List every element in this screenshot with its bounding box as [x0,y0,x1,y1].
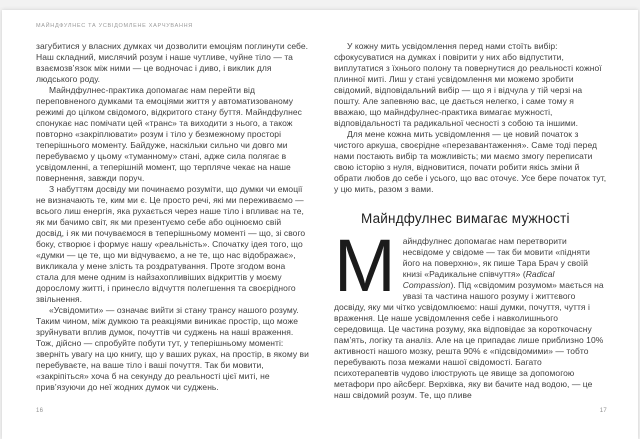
running-header: МАЙНДФУЛНЕС ТА УСВІДОМЛЕНЕ ХАРЧУВАННЯ [36,23,193,29]
book-spread [2,10,638,439]
paragraph: Для мене кожна мить усвідомлення — це новий початок з чистого аркуша, своєрідне «перезавантаження». Саме тоді перед нами постають вибір та можливість; ми маємо змогу переписати свою історію з нуля, відновитися, почати робити якісь зміни й обрати любов до себе і усього, що вас оточує. Усе бере початок тут, у цю мить, разом з вами. [334,129,607,194]
paragraph: У кожну мить усвідомлення перед нами стоїть вибір: сфокусуватися на думках і повірити у них або відпустити, виплутатися з їхнього полону та повернутися до реальності кожної плинної миті. Лиш у стані усвідомлення ми можемо зробити свідомий, відповідальний вибір — що я і відчула у тій черзі на пошту. Але запевняю вас, це дається нелегко, і саме тому я вважаю, що майндфулнес-практика вимагає мужності, відповідальності та радикальної чесності з собою та іншими. [334,41,602,128]
right-page-text-column [334,41,607,401]
left-page-text-column [36,41,309,393]
section-heading: Майндфулнес вимагає мужності [361,211,570,226]
dropcap-paragraph [334,224,607,401]
book-title-italic: Radical Compassion [402,269,555,290]
paragraph: З набуттям досвіду ми починаємо розуміти, що думки чи емоції не визначають те, ким ми є. Це просто речі, які ми переживаємо — всього лиш енергія, яка рухається через наше тіло і впливає на те, як ми бачимо світ, як ми презентуємо себе або оцінюємо свій досвід, і як ми почуваємося в теперішньому моменті — що, зі свого боку, створює і формує нашу «реальність». Спочатку ідея того, що «думки — це те, що ми відчуваємо, а не те, що нас відображає», викликала у мене злість та роздратування. Проте згодом вона стала для мене одним із найзахопливіших відкриттів у моєму дорослому житті, і принесло відчуття полегшення та своєрідного звільнення. [36,184,306,304]
page-number-left: 16 [36,408,44,414]
paragraph: «Усвідомити» — означає вийти зі стану трансу нашого розуму. Таким чином, між думкою та реакціями виникає простір, що може зруйнувати вплив думок, почуттів чи суджень на наші враження. Тож, дійсно — спробуйте побути тут, у теперішньому моменті: зверніть увагу на цю книгу, що у ваших руках, на простір, в якому ви перебуваєте, на ваше тіло і ваші почуття. Так би мовити, «закріпіться» хоча б на секунду до реальності цієї миті, не прив’язуючи до неї жодних думок чи суджень. [36,305,309,392]
paragraph: Майндфулнес-практика допомагає нам перейти від переповненого думками та емоціями життя у автоматизованому режимі до цілком свідомого, відкритого стану буття. Майндфулнес спонукає нас помічати цей «транс» та виходити з нього, а також повторно «закріплювати» розум і тіло у безмежному просторі теперішнього моменту. Байдуже, наскільки сильно чи довго ми перебуваємо у цьому «туманному» стані, адже сила полягає в усвідомленні, а теперішній момент, що терпляче чекає на наше повернення, завжди поруч. [36,85,302,183]
dropcap-letter: М [334,224,396,307]
page-number-right: 17 [599,408,607,414]
paragraph: загубитися у власних думках чи дозволити емоціям поглинути себе. Наш складний, мислячий розум і наше чутливе, чуйне тіло — та взаємозв’язок між ними — це водночас і диво, і виклик для людського роду. [36,41,309,84]
paragraph-text: ). Під «свідомим розумом» мається на увазі та частина нашого розуму і життєвого досвіду, яку ми чітко усвідомлюємо: наші думки, почуття, чуття і враження. Це наше усвідомлення себе і навколишнього середовища. Це частина розуму, яка відповідає за короткочасну пам’ять, логіку та аналіз. Але на це припадає лише приблизно 10% активності нашого мозку, решта 90% є «підсвідомими» — тобто перебувають поза межами нашої свідомості. Багато психотерапевтів чудово ілюструють це явище за допомогою метафори про айсберг. Верхівка, яку ви бачите над водою, — це наш свідомий розум. Те, що пливе [334,280,604,400]
paragraph-text: айндфулнес допомагає нам перетворити несвідоме у свідоме — так би мовити «підняти його на поверхню», як пише Тара Брач у своїй книзі «Радикальне співчуття» ( [402,236,590,279]
